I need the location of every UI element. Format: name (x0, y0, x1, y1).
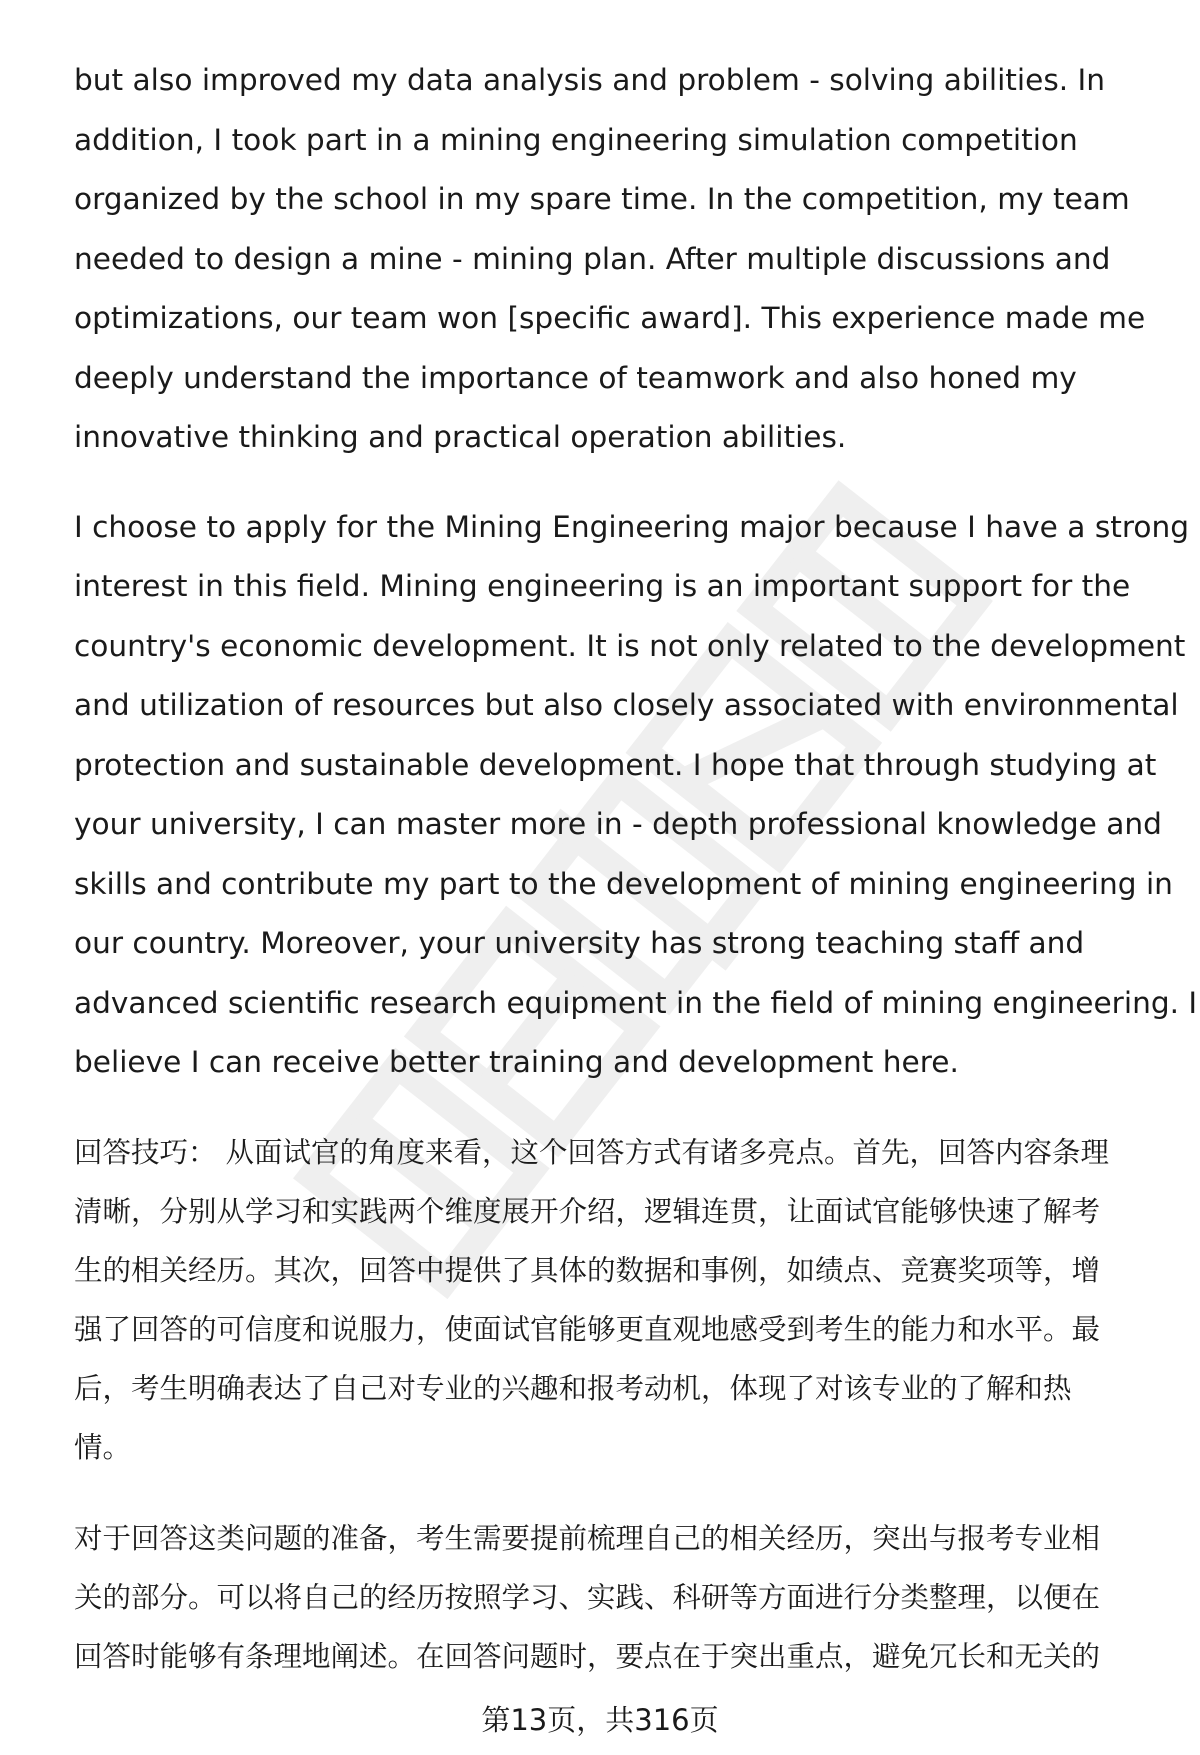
text-line: country's economic development. It is not only related to the development (74, 628, 1186, 663)
paragraph-experience (74, 51, 1154, 468)
text-line: I choose to apply for the Mining Engineering major because I have a strong (74, 509, 1190, 544)
text-line: 后，考生明确表达了自己对专业的兴趣和报考动机，体现了对该专业的了解和热 (74, 1371, 1072, 1405)
text-line: 关的部分。可以将自己的经历按照学习、实践、科研等方面进行分类整理，以便在 (74, 1580, 1101, 1614)
text-line: protection and sustainable development. I hope that through studying at (74, 747, 1157, 782)
text-line: and utilization of resources but also closely associated with environmental (74, 688, 1179, 722)
text-line: skills and contribute my part to the development of mining engineering in (74, 866, 1173, 901)
text-line: but also improved my data analysis and problem - solving abilities. In (74, 63, 1106, 97)
text-line: optimizations, our team won [specific award]. This experience made me (74, 301, 1146, 335)
text-line: believe I can receive better training and development here. (74, 1045, 959, 1079)
text-line: 对于回答这类问题的准备，考生需要提前梳理自己的相关经历，突出与报考专业相 (74, 1521, 1101, 1555)
text-line: 情。 (74, 1430, 132, 1464)
paragraph-preparation (74, 1509, 1154, 1686)
text-line: deeply understand the importance of teamwork and also honed my (74, 360, 1077, 395)
paragraph-answer-tips (74, 1123, 1154, 1477)
text-line: 清晰，分别从学习和实践两个维度展开介绍，逻辑连贯，让面试官能够快速了解考 (74, 1194, 1101, 1228)
text-line: advanced scientific research equipment in the field of mining engineering. I (74, 985, 1198, 1020)
text-line: addition, I took part in a mining engineering simulation competition (74, 122, 1078, 157)
paragraph-motivation (74, 498, 1198, 1093)
text-line: 生的相关经历。其次，回答中提供了具体的数据和事例，如绩点、竞赛奖项等，增 (74, 1253, 1101, 1287)
text-line: 回答时能够有条理地阐述。在回答问题时，要点在于突出重点，避免冗长和无关的 (74, 1639, 1101, 1673)
text-line: innovative thinking and practical operation abilities. (74, 420, 847, 454)
text-line: needed to design a mine - mining plan. After multiple discussions and (74, 241, 1111, 276)
text-line: 强了回答的可信度和说服力，使面试官能够更直观地感受到考生的能力和水平。最 (74, 1312, 1101, 1346)
text-line: 回答技巧： 从面试官的角度来看，这个回答方式有诸多亮点。首先，回答内容条理 (74, 1135, 1110, 1169)
text-line: our country. Moreover, your university has strong teaching staff and (74, 926, 1085, 960)
text-line: organized by the school in my spare time. In the competition, my team (74, 182, 1130, 216)
document-body (74, 51, 1198, 1686)
text-line: your university, I can master more in - depth professional knowledge and (74, 807, 1162, 841)
text-line: interest in this field. Mining engineering is an important support for the (74, 569, 1131, 603)
page-number: 第13页，共316页 (481, 1703, 719, 1737)
